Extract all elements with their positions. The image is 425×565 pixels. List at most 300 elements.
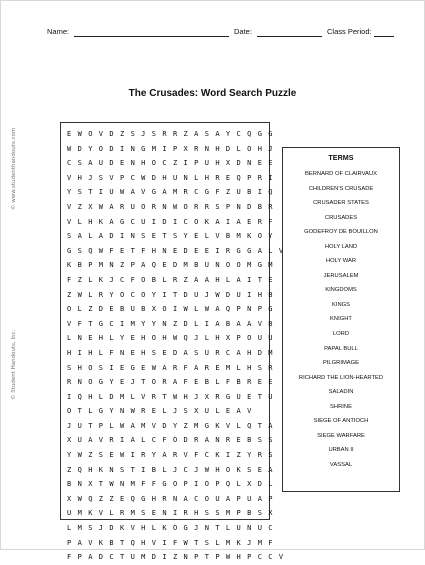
grid-letter[interactable]: Y xyxy=(109,407,114,416)
grid-letter[interactable]: C xyxy=(204,451,209,460)
grid-letter[interactable]: E xyxy=(257,378,262,387)
grid-letter[interactable]: H xyxy=(215,159,220,168)
grid-letter[interactable]: U xyxy=(77,436,82,445)
grid-letter[interactable]: I xyxy=(225,451,231,460)
grid-letter[interactable]: H xyxy=(77,363,82,372)
grid-letter[interactable]: S xyxy=(215,202,220,211)
grid-letter[interactable]: D xyxy=(225,290,231,299)
grid-letter[interactable]: F xyxy=(67,553,72,562)
grid-letter[interactable]: A xyxy=(194,275,199,284)
grid-letter[interactable]: U xyxy=(257,334,262,343)
grid-letter[interactable]: O xyxy=(172,480,178,489)
grid-letter[interactable]: S xyxy=(183,407,188,416)
grid-letter[interactable]: O xyxy=(67,305,72,314)
grid-letter[interactable]: L xyxy=(109,421,114,430)
grid-letter[interactable]: S xyxy=(194,348,199,357)
grid-letter[interactable]: E xyxy=(247,392,252,401)
grid-letter[interactable]: U xyxy=(172,173,178,182)
grid-letter[interactable]: T xyxy=(257,392,262,401)
grid-letter[interactable]: Q xyxy=(88,494,93,503)
grid-letter[interactable]: A xyxy=(77,232,82,241)
grid-letter[interactable]: E xyxy=(225,173,231,182)
grid-letter[interactable]: N xyxy=(77,378,82,387)
grid-letter[interactable]: O xyxy=(257,232,262,241)
grid-letter[interactable]: Q xyxy=(183,334,188,343)
grid-letter[interactable]: I xyxy=(162,290,167,299)
grid-letter[interactable]: V xyxy=(151,538,156,547)
grid-letter[interactable]: C xyxy=(268,524,273,533)
grid-letter[interactable]: R xyxy=(194,202,199,211)
grid-letter[interactable]: S xyxy=(247,465,252,474)
grid-letter[interactable]: Y xyxy=(268,232,273,241)
grid-letter[interactable]: C xyxy=(236,130,241,138)
grid-letter[interactable]: P xyxy=(247,173,252,182)
grid-letter[interactable]: E xyxy=(119,246,125,255)
grid-letter[interactable]: O xyxy=(67,407,72,416)
grid-letter[interactable]: L xyxy=(88,407,93,416)
grid-letter[interactable]: M xyxy=(225,509,231,518)
grid-letter[interactable]: W xyxy=(67,144,72,153)
grid-letter[interactable]: L xyxy=(194,173,199,182)
grid-letter[interactable]: V xyxy=(151,421,156,430)
grid-letter[interactable]: H xyxy=(183,392,188,401)
grid-letter[interactable]: H xyxy=(88,348,93,357)
grid-letter[interactable]: M xyxy=(141,553,146,562)
grid-letter[interactable]: I xyxy=(172,217,178,226)
grid-letter[interactable]: P xyxy=(236,509,241,518)
grid-letter[interactable]: K xyxy=(247,232,252,241)
grid-letter[interactable]: C xyxy=(109,553,114,562)
grid-letter[interactable]: I xyxy=(162,538,167,547)
grid-letter[interactable]: C xyxy=(268,553,273,562)
grid-letter[interactable]: A xyxy=(88,436,93,445)
grid-letter[interactable]: Q xyxy=(130,538,135,547)
grid-letter[interactable]: L xyxy=(225,524,231,533)
grid-letter[interactable]: N xyxy=(162,319,167,328)
grid-letter[interactable]: A xyxy=(268,421,273,430)
grid-letter[interactable]: K xyxy=(88,509,93,518)
grid-letter[interactable]: C xyxy=(257,553,262,562)
grid-letter[interactable]: T xyxy=(257,421,262,430)
grid-letter[interactable]: N xyxy=(77,480,82,489)
grid-letter[interactable]: R xyxy=(172,275,178,284)
grid-letter[interactable]: K xyxy=(236,538,241,547)
grid-letter[interactable]: Y xyxy=(141,319,146,328)
grid-letter[interactable]: N xyxy=(247,305,252,314)
grid-letter[interactable]: T xyxy=(119,538,125,547)
grid-letter[interactable]: B xyxy=(194,261,199,270)
grid-letter[interactable]: T xyxy=(194,538,199,547)
grid-letter[interactable]: E xyxy=(194,246,199,255)
grid-letter[interactable]: Q xyxy=(236,173,241,182)
grid-letter[interactable]: F xyxy=(141,480,146,489)
grid-letter[interactable]: B xyxy=(268,319,273,328)
grid-letter[interactable]: R xyxy=(151,392,156,401)
grid-letter[interactable]: Q xyxy=(130,494,135,503)
grid-letter[interactable]: H xyxy=(88,217,93,226)
grid-letter[interactable]: L xyxy=(88,232,93,241)
grid-letter[interactable]: B xyxy=(151,465,156,474)
grid-letter[interactable]: I xyxy=(119,436,125,445)
grid-letter[interactable]: N xyxy=(172,494,178,503)
grid-letter[interactable]: C xyxy=(67,159,72,168)
grid-letter[interactable]: N xyxy=(130,144,135,153)
grid-letter[interactable]: W xyxy=(225,553,231,562)
grid-letter[interactable]: W xyxy=(183,538,188,547)
grid-letter[interactable]: D xyxy=(183,246,188,255)
grid-letter[interactable]: E xyxy=(130,334,135,343)
grid-letter[interactable]: N xyxy=(215,261,220,270)
grid-letter[interactable]: P xyxy=(194,159,199,168)
grid-letter[interactable]: T xyxy=(98,480,103,489)
grid-letter[interactable]: B xyxy=(236,378,241,387)
grid-letter[interactable]: F xyxy=(225,378,231,387)
grid-letter[interactable]: Y xyxy=(88,144,93,153)
grid-letter[interactable]: X xyxy=(183,144,188,153)
grid-letter[interactable]: I xyxy=(257,188,262,197)
grid-letter[interactable]: H xyxy=(215,334,220,343)
grid-letter[interactable]: H xyxy=(88,392,93,401)
grid-letter[interactable]: J xyxy=(130,378,135,387)
grid-letter[interactable]: I xyxy=(130,451,135,460)
grid-letter[interactable]: N xyxy=(183,553,188,562)
grid-letter[interactable]: R xyxy=(183,188,188,197)
grid-letter[interactable]: O xyxy=(151,334,156,343)
grid-letter[interactable]: U xyxy=(204,407,209,416)
grid-letter[interactable]: R xyxy=(141,451,146,460)
grid-letter[interactable]: M xyxy=(225,363,231,372)
grid-letter[interactable]: N xyxy=(119,407,125,416)
grid-letter[interactable]: A xyxy=(215,130,220,138)
grid-letter[interactable]: L xyxy=(109,509,114,518)
grid-letter[interactable]: I xyxy=(247,275,252,284)
grid-letter[interactable]: T xyxy=(88,421,93,430)
grid-letter[interactable]: Q xyxy=(225,305,231,314)
grid-letter[interactable]: E xyxy=(268,275,273,284)
grid-letter[interactable]: K xyxy=(67,261,72,270)
grid-letter[interactable]: M xyxy=(141,421,146,430)
grid-letter[interactable]: M xyxy=(130,319,135,328)
grid-letter[interactable]: A xyxy=(236,275,241,284)
grid-letter[interactable]: B xyxy=(67,480,72,489)
grid-letter[interactable]: L xyxy=(162,465,167,474)
grid-letter[interactable]: P xyxy=(236,494,241,503)
grid-letter[interactable]: B xyxy=(225,232,231,241)
grid-letter[interactable]: V xyxy=(278,246,284,255)
grid-letter[interactable]: Y xyxy=(151,290,156,299)
grid-letter[interactable]: A xyxy=(268,465,273,474)
grid-letter[interactable]: R xyxy=(247,378,252,387)
grid-letter[interactable]: V xyxy=(88,538,93,547)
grid-letter[interactable]: R xyxy=(204,363,209,372)
grid-letter[interactable]: L xyxy=(204,232,209,241)
grid-letter[interactable]: P xyxy=(236,334,241,343)
grid-letter[interactable]: U xyxy=(130,553,135,562)
grid-letter[interactable]: R xyxy=(172,130,178,138)
grid-letter[interactable]: S xyxy=(98,363,103,372)
grid-letter[interactable]: S xyxy=(141,509,146,518)
grid-letter[interactable]: U xyxy=(204,261,209,270)
grid-letter[interactable]: U xyxy=(67,509,72,518)
grid-letter[interactable]: O xyxy=(141,275,146,284)
grid-letter[interactable]: L xyxy=(194,305,199,314)
grid-letter[interactable]: Y xyxy=(183,232,188,241)
grid-letter[interactable]: W xyxy=(77,290,82,299)
grid-letter[interactable]: O xyxy=(194,217,199,226)
grid-letter[interactable]: M xyxy=(119,392,125,401)
grid-letter[interactable]: N xyxy=(247,159,252,168)
grid-letter[interactable]: H xyxy=(88,465,93,474)
grid-letter[interactable]: S xyxy=(119,465,125,474)
grid-letter[interactable]: V xyxy=(183,451,188,460)
grid-letter[interactable]: W xyxy=(183,305,188,314)
grid-letter[interactable]: R xyxy=(215,392,220,401)
grid-letter[interactable]: A xyxy=(130,436,135,445)
grid-letter[interactable]: L xyxy=(151,524,156,533)
grid-letter[interactable]: R xyxy=(215,173,220,182)
grid-letter[interactable]: M xyxy=(151,144,156,153)
grid-letter[interactable]: C xyxy=(109,319,114,328)
grid-letter[interactable]: L xyxy=(215,407,220,416)
grid-letter[interactable]: V xyxy=(225,421,231,430)
grid-letter[interactable]: R xyxy=(268,363,273,372)
grid-letter[interactable]: O xyxy=(141,290,146,299)
grid-letter[interactable]: S xyxy=(215,509,220,518)
grid-letter[interactable]: P xyxy=(130,261,135,270)
grid-letter[interactable]: U xyxy=(77,421,82,430)
grid-letter[interactable]: E xyxy=(119,159,125,168)
grid-letter[interactable]: E xyxy=(109,451,114,460)
grid-letter[interactable]: Q xyxy=(268,188,273,197)
grid-letter[interactable]: R xyxy=(225,246,231,255)
grid-letter[interactable]: L xyxy=(141,436,146,445)
grid-letter[interactable]: L xyxy=(77,305,82,314)
grid-letter[interactable]: E xyxy=(119,363,125,372)
grid-letter[interactable]: M xyxy=(194,421,199,430)
grid-letter[interactable]: R xyxy=(257,217,262,226)
grid-letter[interactable]: Q xyxy=(225,480,231,489)
grid-letter[interactable]: U xyxy=(130,305,135,314)
grid-letter[interactable]: O xyxy=(119,290,125,299)
grid-letter[interactable]: P xyxy=(183,480,188,489)
grid-letter[interactable]: I xyxy=(77,348,82,357)
grid-letter[interactable]: G xyxy=(98,378,103,387)
grid-letter[interactable]: D xyxy=(183,436,188,445)
grid-letter[interactable]: G xyxy=(183,524,188,533)
grid-letter[interactable]: J xyxy=(247,538,252,547)
grid-letter[interactable]: V xyxy=(141,392,146,401)
grid-letter[interactable]: S xyxy=(172,232,178,241)
grid-letter[interactable]: P xyxy=(215,480,220,489)
grid-letter[interactable]: W xyxy=(172,202,178,211)
grid-letter[interactable]: R xyxy=(162,494,167,503)
grid-letter[interactable]: T xyxy=(77,407,82,416)
grid-letter[interactable]: R xyxy=(225,436,231,445)
grid-letter[interactable]: B xyxy=(247,436,252,445)
grid-letter[interactable]: Z xyxy=(67,465,72,474)
grid-letter[interactable]: A xyxy=(215,319,220,328)
grid-letter[interactable]: C xyxy=(130,217,135,226)
grid-letter[interactable]: E xyxy=(257,465,262,474)
grid-letter[interactable]: K xyxy=(215,421,220,430)
grid-letter[interactable]: N xyxy=(77,334,82,343)
grid-letter[interactable]: Y xyxy=(151,319,156,328)
grid-letter[interactable]: W xyxy=(77,494,82,503)
grid-letter[interactable]: I xyxy=(172,509,178,518)
grid-letter[interactable]: H xyxy=(215,465,220,474)
grid-letter[interactable]: Y xyxy=(247,451,252,460)
grid-letter[interactable]: E xyxy=(119,378,125,387)
grid-letter[interactable]: R xyxy=(119,509,125,518)
grid-letter[interactable]: F xyxy=(141,246,146,255)
grid-letter[interactable]: R xyxy=(141,407,146,416)
grid-letter[interactable]: M xyxy=(268,348,273,357)
grid-letter[interactable]: A xyxy=(236,319,241,328)
grid-letter[interactable]: T xyxy=(257,275,262,284)
grid-letter[interactable]: W xyxy=(77,130,82,138)
grid-letter[interactable]: S xyxy=(88,524,93,533)
grid-letter[interactable]: C xyxy=(162,159,167,168)
grid-letter[interactable]: P xyxy=(172,144,178,153)
grid-letter[interactable]: F xyxy=(109,348,114,357)
grid-letter[interactable]: A xyxy=(194,130,199,138)
grid-letter[interactable]: V xyxy=(141,188,146,197)
grid-letter[interactable]: C xyxy=(194,494,199,503)
grid-letter[interactable]: M xyxy=(77,509,82,518)
grid-letter[interactable]: K xyxy=(215,451,220,460)
grid-letter[interactable]: D xyxy=(172,261,178,270)
grid-letter[interactable]: D xyxy=(98,553,103,562)
grid-letter[interactable]: D xyxy=(257,480,262,489)
grid-letter[interactable]: U xyxy=(236,290,241,299)
grid-letter[interactable]: W xyxy=(119,188,125,197)
grid-letter[interactable]: C xyxy=(225,348,231,357)
grid-letter[interactable]: L xyxy=(236,144,241,153)
grid-letter[interactable]: E xyxy=(141,363,146,372)
grid-letter[interactable]: A xyxy=(236,407,241,416)
grid-letter[interactable]: M xyxy=(183,261,188,270)
grid-letter[interactable]: J xyxy=(194,392,199,401)
grid-letter[interactable]: E xyxy=(109,305,114,314)
grid-letter[interactable]: L xyxy=(130,392,135,401)
grid-letter[interactable]: M xyxy=(77,524,82,533)
grid-letter[interactable]: R xyxy=(172,363,178,372)
grid-letter[interactable]: I xyxy=(109,363,114,372)
grid-letter[interactable]: U xyxy=(130,202,135,211)
class-period-field[interactable] xyxy=(374,36,394,37)
grid-letter[interactable]: Q xyxy=(88,246,93,255)
grid-letter[interactable]: I xyxy=(204,319,209,328)
grid-letter[interactable]: A xyxy=(77,538,82,547)
grid-letter[interactable]: O xyxy=(225,465,231,474)
grid-letter[interactable]: H xyxy=(162,334,167,343)
name-field[interactable] xyxy=(74,36,229,37)
grid-letter[interactable]: T xyxy=(130,246,135,255)
grid-letter[interactable]: U xyxy=(268,334,273,343)
grid-letter[interactable]: A xyxy=(236,217,241,226)
grid-letter[interactable]: G xyxy=(162,480,167,489)
grid-letter[interactable]: E xyxy=(162,348,167,357)
grid-letter[interactable]: Z xyxy=(98,494,103,503)
grid-letter[interactable]: D xyxy=(109,392,114,401)
grid-letter[interactable]: E xyxy=(67,130,72,138)
grid-letter[interactable]: K xyxy=(162,524,167,533)
grid-letter[interactable]: F xyxy=(215,188,220,197)
grid-letter[interactable]: T xyxy=(162,392,167,401)
grid-letter[interactable]: D xyxy=(151,173,156,182)
grid-letter[interactable]: M xyxy=(172,188,178,197)
grid-letter[interactable]: W xyxy=(204,305,209,314)
grid-letter[interactable]: A xyxy=(162,188,167,197)
grid-letter[interactable]: Z xyxy=(88,451,93,460)
grid-letter[interactable]: G xyxy=(141,494,146,503)
grid-letter[interactable]: R xyxy=(257,451,262,460)
grid-letter[interactable]: U xyxy=(257,524,262,533)
grid-letter[interactable]: W xyxy=(77,451,82,460)
grid-letter[interactable]: J xyxy=(67,421,72,430)
grid-letter[interactable]: D xyxy=(162,421,167,430)
grid-letter[interactable]: L xyxy=(162,407,167,416)
grid-letter[interactable]: L xyxy=(67,524,72,533)
grid-letter[interactable]: E xyxy=(268,159,273,168)
grid-letter[interactable]: V xyxy=(98,436,103,445)
grid-letter[interactable]: T xyxy=(88,188,93,197)
grid-letter[interactable]: E xyxy=(247,217,252,226)
grid-letter[interactable]: S xyxy=(141,232,146,241)
grid-letter[interactable]: R xyxy=(172,451,178,460)
grid-letter[interactable]: H xyxy=(141,538,146,547)
grid-letter[interactable]: R xyxy=(119,202,125,211)
grid-letter[interactable]: V xyxy=(278,553,284,562)
grid-letter[interactable]: H xyxy=(162,173,167,182)
grid-letter[interactable]: Z xyxy=(172,553,178,562)
grid-letter[interactable]: L xyxy=(77,217,82,226)
grid-letter[interactable]: I xyxy=(194,480,199,489)
grid-letter[interactable]: M xyxy=(247,261,252,270)
grid-letter[interactable]: K xyxy=(98,275,103,284)
grid-letter[interactable]: J xyxy=(172,407,178,416)
grid-letter[interactable]: O xyxy=(88,363,93,372)
grid-letter[interactable]: D xyxy=(77,144,82,153)
grid-letter[interactable]: F xyxy=(67,275,72,284)
grid-letter[interactable]: J xyxy=(88,173,93,182)
grid-letter[interactable]: S xyxy=(204,538,209,547)
grid-letter[interactable]: P xyxy=(247,553,252,562)
grid-letter[interactable]: H xyxy=(247,363,252,372)
grid-letter[interactable]: F xyxy=(162,436,167,445)
grid-letter[interactable]: D xyxy=(225,144,231,153)
grid-letter[interactable]: G xyxy=(119,217,125,226)
grid-letter[interactable]: I xyxy=(225,217,231,226)
grid-letter[interactable]: L xyxy=(98,392,103,401)
grid-letter[interactable]: X xyxy=(67,494,72,503)
date-field[interactable] xyxy=(257,36,322,37)
grid-letter[interactable]: G xyxy=(257,130,262,138)
grid-letter[interactable]: A xyxy=(130,421,135,430)
grid-letter[interactable]: Y xyxy=(119,334,125,343)
grid-letter[interactable]: E xyxy=(151,407,156,416)
grid-letter[interactable]: V xyxy=(67,202,72,211)
grid-letter[interactable]: T xyxy=(141,378,146,387)
grid-letter[interactable]: F xyxy=(77,319,82,328)
grid-letter[interactable]: U xyxy=(236,524,241,533)
grid-letter[interactable]: D xyxy=(109,144,114,153)
grid-letter[interactable]: N xyxy=(109,261,114,270)
grid-letter[interactable]: C xyxy=(119,275,125,284)
grid-letter[interactable]: Z xyxy=(77,202,82,211)
grid-letter[interactable]: C xyxy=(183,217,188,226)
grid-letter[interactable]: O xyxy=(247,334,252,343)
